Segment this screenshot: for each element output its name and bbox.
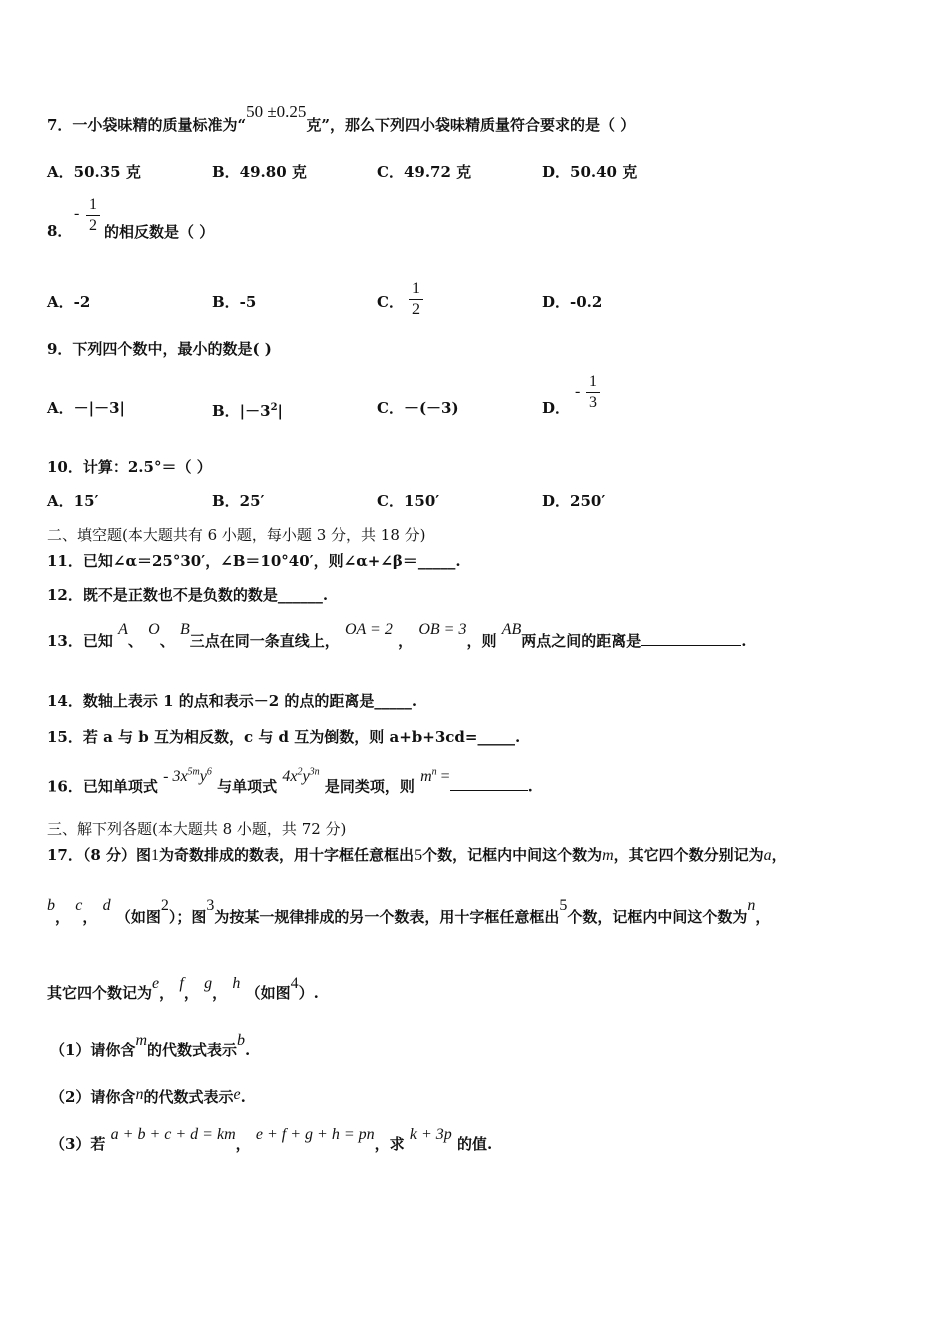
q17-p3-a: （3）若 [50, 1135, 106, 1153]
q9-option-b [212, 398, 283, 421]
q8-optc-num: 1 [412, 280, 420, 297]
q9-stem: 9．下列四个数中，最小的数是( ) [47, 340, 272, 358]
q13-line [47, 621, 747, 652]
q7-prefix: 7．一小袋味精的质量标准为“ [47, 116, 247, 134]
q16-power: $m^n$ = [420, 767, 450, 786]
q17-line-1 [47, 845, 787, 866]
q17-line-3 [47, 975, 319, 1004]
q8-option-b: B．-5 [212, 293, 257, 311]
q9-optd-num: 1 [589, 373, 597, 390]
q17-p2-e: e [233, 1086, 241, 1103]
q16-then: 是同类项，则 [324, 777, 415, 796]
q13-ob: OB = 3 [418, 621, 467, 638]
q17-p2-a: （2）请你含 [50, 1088, 136, 1106]
q7-option-b: B．49.80 克 [212, 163, 307, 181]
q10-option-b: B．25′ [212, 492, 265, 510]
q17-p3-eq1: a + b + c + d = km [110, 1126, 236, 1143]
q16-prefix: 16．已知单项式 [47, 777, 158, 796]
q17-fig3: 3 [206, 897, 215, 914]
q17-l2-t4: ， [755, 908, 771, 926]
q17-line-2 [47, 897, 771, 928]
q17-l3-sep3: ， [212, 984, 228, 1002]
q16-monomial-2: $4x^2y^{3n}$ [282, 767, 320, 786]
q17-l3-fig: （如图 [245, 984, 291, 1002]
q9-optd-den: 3 [589, 394, 597, 411]
q17-p3-sep: ， [235, 1135, 251, 1153]
q7-suffix: 克”，那么下列四小袋味精质量符合要求的是（ ） [306, 116, 636, 134]
q13-ab: AB [501, 621, 522, 638]
q17-p2-n: n [135, 1086, 144, 1103]
q13-sep1: 、 [127, 632, 143, 650]
q16-monomial-1: - $3x^{5m}y^6$ [163, 767, 212, 786]
q7-option-a: A．50.35 克 [47, 163, 141, 181]
q17-p3-end: 的值. [457, 1135, 493, 1153]
q8-optc-den: 2 [412, 301, 420, 318]
q13-answer-blank [641, 631, 741, 646]
q17-var-n: n [747, 897, 756, 914]
q17-l1-d: ，其它四个数分别记为 [613, 846, 764, 864]
q17-fig1: 1 [151, 847, 160, 864]
q17-var-m: m [602, 847, 614, 864]
section-3-heading: 三、解下列各题(本大题共 8 小题，共 72 分) [47, 820, 347, 838]
q17-p1-bv: b [237, 1032, 246, 1049]
q8-option-c: C． [377, 293, 404, 311]
q9-optd-minus: - [575, 383, 581, 400]
q13-point-b: B [179, 621, 190, 638]
q17-var-d: d [102, 897, 111, 914]
q7-option-c: C．49.72 克 [377, 163, 472, 181]
q17-var-g: g [204, 975, 213, 992]
q17-p1-b: 的代数式表示 [147, 1041, 238, 1059]
q17-p1-m: m [135, 1032, 148, 1049]
q8-minus: - [74, 205, 80, 222]
q13-number: 13．已知 [47, 632, 113, 650]
q13-tail: 两点之间的距离是 [521, 632, 642, 650]
q16-end: . [527, 777, 533, 796]
q12: 12．既不是正数也不是负数的数是______. [47, 586, 329, 604]
q8-suffix: 的相反数是（ ） [104, 223, 215, 241]
q17-part-2 [50, 1087, 246, 1108]
q9-option-d: D． [542, 399, 571, 417]
q9-option-b-sup: 2 [270, 402, 278, 413]
q17-l2-fig: （如图 [115, 908, 161, 926]
q17-l1-b: 为奇数排成的数表，用十字框任意框出 [159, 846, 415, 864]
q17-var-h: h [232, 975, 241, 992]
q8-option-c-fraction [409, 280, 423, 319]
q9-option-d-fraction [586, 373, 600, 412]
q13-mid: 三点在同一条直线上， [189, 632, 340, 650]
q17-var-e: e [152, 975, 160, 992]
q17-l2-sep1: ， [55, 908, 71, 926]
q10-option-a: A．15′ [47, 492, 99, 510]
q9-option-b-tail: | [277, 402, 284, 420]
q15: 15．若 a 与 b 互为相反数，c 与 d 互为倒数，则 a+b+3cd=_____. [47, 728, 521, 746]
q9-option-a: A．－|－3| [47, 399, 125, 417]
q13-point-o: O [148, 621, 160, 638]
q16-line [47, 767, 533, 797]
q10-stem: 10．计算：2.5°＝（ ） [47, 458, 212, 476]
q9-optd-bar [586, 392, 600, 393]
q17-l3-sep2: ， [183, 984, 199, 1002]
q17-l1-a: 17．（8 分）图 [47, 846, 152, 864]
q8-option-a: A．-2 [47, 293, 91, 311]
q13-then: ，则 [466, 632, 497, 650]
q10-option-d: D．250′ [542, 492, 606, 510]
q8-option-d: D．-0.2 [542, 293, 603, 311]
q17-p3-eq3: k + 3p [409, 1126, 452, 1143]
q17-p2-end: . [240, 1088, 246, 1106]
q8-frac-bar [86, 215, 100, 216]
q17-part-3 [50, 1126, 493, 1155]
q8-number: 8． [47, 222, 73, 240]
q17-fig4: 4 [290, 975, 299, 992]
q8-frac-den: 2 [89, 217, 97, 234]
q17-var-c: c [75, 897, 83, 914]
q8-frac-num: 1 [89, 196, 97, 213]
q16-answer-blank [450, 776, 528, 791]
q17-p3-eq2: e + f + g + h = pn [255, 1126, 375, 1143]
q17-l3-end: ）. [298, 984, 319, 1002]
q17-var-f: f [179, 975, 184, 992]
q13-comma: ， [398, 632, 414, 650]
q7-stem [47, 102, 636, 135]
q17-var-a: a [763, 847, 772, 864]
q17-l2-t2: 为按某一规律排成的另一个数表，用十字框任意框出 [214, 908, 560, 926]
q13-point-a: A [118, 621, 128, 638]
q17-l2-t1: ）；图 [168, 908, 207, 926]
q8-optc-bar [409, 299, 423, 300]
q13-oa: OA = 2 [344, 621, 393, 638]
q16-mid: 与单项式 [217, 777, 278, 796]
q17-p1-a: （1）请你含 [50, 1041, 136, 1059]
q17-var-b: b [47, 897, 55, 914]
q17-p1-end: . [245, 1041, 251, 1059]
q13-end: . [741, 632, 747, 650]
q17-l3-sep1: ， [159, 984, 175, 1002]
q7-expr: 50 ±0.25 [246, 102, 307, 121]
q17-l2-t3: 个数，记框内中间这个数为 [567, 908, 748, 926]
q17-l1-five: 5 [414, 847, 423, 864]
q11: 11．已知∠α＝25°30′，∠B＝10°40′，则∠α+∠β＝_____. [47, 552, 461, 570]
q17-p3-ask: ，求 [374, 1135, 405, 1153]
q7-option-d: D．50.40 克 [542, 163, 638, 181]
q17-l1-c: 个数，记框内中间这个数为 [422, 846, 603, 864]
q17-p2-b: 的代数式表示 [143, 1088, 234, 1106]
q17-l2-sep2: ， [82, 908, 98, 926]
q17-part-1 [50, 1032, 251, 1061]
q9-option-c: C．－(－3) [377, 399, 459, 417]
q17-l3-t1: 其它四个数记为 [47, 984, 153, 1002]
q17-l2-five: 5 [559, 897, 568, 914]
q9-option-b-text: B．|－3 [212, 402, 271, 420]
q14: 14．数轴上表示 1 的点和表示－2 的点的距离是_____. [47, 692, 418, 710]
q10-option-c: C．150′ [377, 492, 440, 510]
q13-sep2: 、 [159, 632, 175, 650]
q17-fig2: 2 [160, 897, 169, 914]
section-2-heading: 二、填空题(本大题共有 6 小题，每小题 3 分，共 18 分) [47, 526, 426, 544]
q17-l1-e: ， [771, 846, 787, 864]
q8-fraction [86, 196, 100, 235]
